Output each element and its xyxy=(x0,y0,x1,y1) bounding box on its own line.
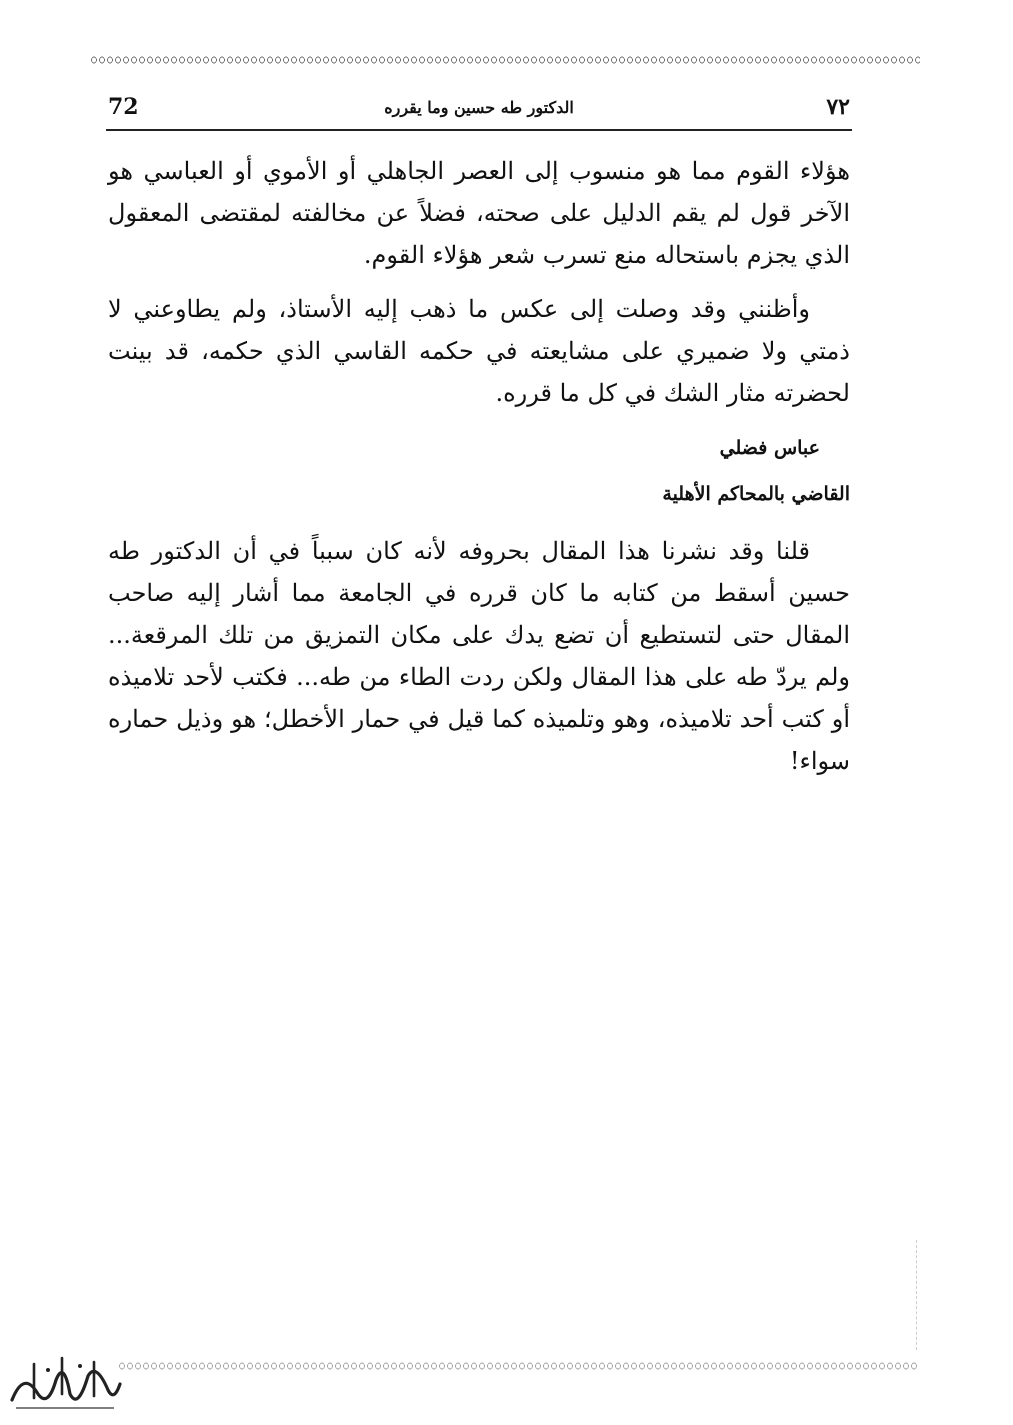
page-number-arabic: ٧٢ xyxy=(826,94,850,120)
page-number-latin: 72 xyxy=(108,94,139,120)
scan-margin-line xyxy=(916,1240,917,1350)
signature-name: عباس فضلي xyxy=(719,437,820,459)
calligraphy-stamp-logo xyxy=(4,1350,124,1416)
bottom-ornamental-border xyxy=(118,1358,918,1374)
page-header xyxy=(108,92,850,132)
header-rule xyxy=(106,129,852,131)
page-body xyxy=(108,150,850,782)
closing-paragraph: قلنا وقد نشرنا هذا المقال بحروفه لأنه كان سبباً في أن الدكتور طه حسين أسقط من كتابه ما كان قرره في الجامعة مما أشار إليه صاحب المقال حتى لتستطيع أن تضع يدك على مكان التمزيق من تلك المرقعة... ولم يردّ طه على هذا المقال ولكن ردت الطاء من طه... فكتب لأحد تلاميذه أو كتب أحد تلاميذه، وهو وتلميذه كما قيل في حمار الأخطل؛ هو وذيل حماره سواء! xyxy=(108,537,850,775)
paragraph-2: وأظنني وقد وصلت إلى عكس ما ذهب إليه الأستاذ، ولم يطاوعني لا ذمتي ولا ضميري على مشايعته في حكمه القاسي الذي حكمه، قد بينت لحضرته مثار الشك في كل ما قرره. xyxy=(108,295,850,407)
signature-title: القاضي بالمحاكم الأهلية xyxy=(662,483,850,505)
stamp-icon xyxy=(4,1350,124,1416)
running-title: الدكتور طه حسين وما يقرره xyxy=(384,98,574,117)
paragraph-1: هؤلاء القوم مما هو منسوب إلى العصر الجاهلي أو الأموي أو العباسي هو الآخر قول لم يقم الدليل على صحته، فضلاً عن مخالفته لمقتضى المعقول الذي يجزم باستحاله منع تسرب شعر هؤلاء القوم. xyxy=(108,157,850,269)
top-ornamental-border xyxy=(90,52,920,68)
